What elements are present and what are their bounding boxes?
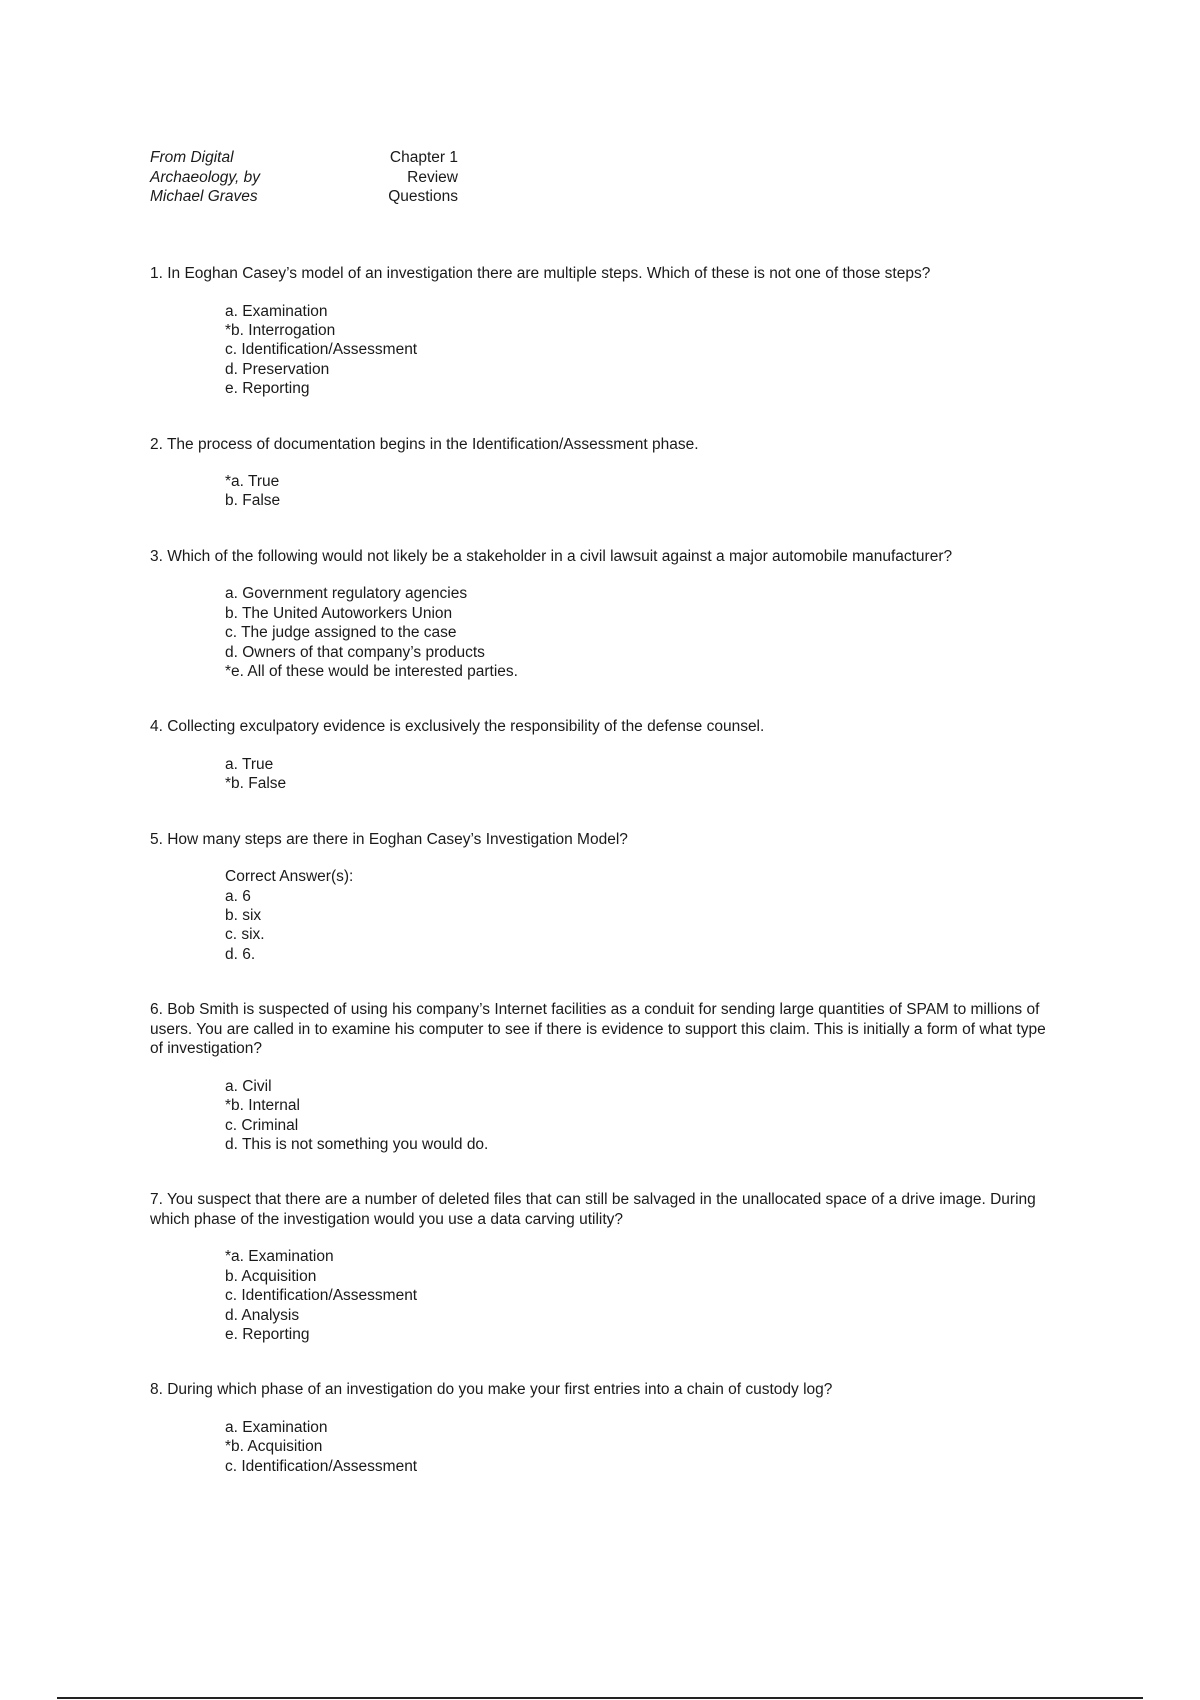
- answer-option: c. Identification/Assessment: [225, 341, 418, 359]
- question-text: 7. You suspect that there are a number of deleted files that can still be salvaged in the unallocated space of a drive image. During which phase of the investigation would you use a data carving utility?: [150, 1191, 1036, 1228]
- chapter-title: [340, 148, 458, 207]
- answer-option: *a. True: [225, 473, 280, 491]
- answer-option: a. Civil: [225, 1077, 272, 1095]
- answer-options: [225, 1247, 1060, 1344]
- answer-option: *b. Internal: [225, 1097, 300, 1115]
- question-text: 6. Bob Smith is suspected of using his company’s Internet facilities as a conduit for sending large quantities of SPAM to millions of users. You are called in to examine his computer to see if there is evidence to support this claim. This is initially a form of what type of investigation?: [150, 1001, 1046, 1058]
- question-text: 5. How many steps are there in Eoghan Casey’s Investigation Model?: [150, 830, 628, 848]
- question-3: [150, 547, 1060, 682]
- answer-option: b. Acquisition: [225, 1267, 317, 1285]
- answer-option: a. Examination: [225, 1418, 328, 1436]
- question-text: 1. In Eoghan Casey’s model of an investigation there are multiple steps. Which of these is not one of those steps?: [150, 265, 931, 282]
- answer-option: b. The United Autoworkers Union: [225, 604, 453, 622]
- answer-options: [225, 584, 1060, 681]
- chapter-line: Questions: [388, 188, 458, 205]
- answer-options: [225, 1077, 1060, 1155]
- answer-options: [225, 302, 1060, 399]
- answer-option: a. 6: [225, 887, 251, 905]
- answer-options: [225, 867, 1060, 964]
- answer-option: d. Analysis: [225, 1306, 300, 1324]
- answer-option: c. Identification/Assessment: [225, 1287, 418, 1305]
- question-text: 2. The process of documentation begins in the Identification/Assessment phase.: [150, 435, 699, 453]
- question-7: [150, 1190, 1060, 1344]
- answer-option: *b. Interrogation: [225, 321, 336, 339]
- footer-rule: [57, 1697, 1143, 1699]
- chapter-line: Chapter 1: [389, 149, 458, 166]
- answer-option: *b. Acquisition: [225, 1438, 323, 1456]
- answer-option: a. Examination: [225, 302, 328, 320]
- answer-option: d. Owners of that company’s products: [225, 643, 485, 661]
- question-6: [150, 1000, 1060, 1154]
- question-2: [150, 435, 1060, 511]
- answer-options: [225, 755, 1060, 794]
- answer-option: b. six: [225, 907, 262, 924]
- source-line: Archaeology, by: [150, 168, 260, 186]
- answer-option: *e. All of these would be interested parties.: [225, 662, 518, 680]
- question-text: 4. Collecting exculpatory evidence is exclusively the responsibility of the defense counsel.: [150, 718, 765, 736]
- answer-option: c. Identification/Assessment: [225, 1457, 418, 1475]
- answer-option: e. Reporting: [225, 380, 310, 398]
- answer-option: d. This is not something you would do.: [225, 1135, 489, 1153]
- answer-option: e. Reporting: [225, 1325, 310, 1343]
- answer-option: c. six.: [225, 926, 265, 944]
- chapter-line: Review: [407, 168, 458, 186]
- answer-options: [225, 472, 1060, 511]
- question-text: 8. During which phase of an investigation do you make your first entries into a chain of custody log?: [150, 1381, 833, 1399]
- answer-option: d. Preservation: [225, 360, 330, 378]
- question-1: [150, 264, 1060, 399]
- source-line: Michael Graves: [150, 188, 258, 205]
- answer-option: b. False: [225, 492, 281, 510]
- question-4: [150, 717, 1060, 793]
- answer-option: a. True: [225, 755, 274, 773]
- answer-option: a. Government regulatory agencies: [225, 585, 468, 603]
- answer-option: c. The judge assigned to the case: [225, 624, 457, 642]
- source-attribution: [150, 148, 310, 207]
- answer-option: c. Criminal: [225, 1116, 299, 1134]
- question-list: [150, 264, 1060, 1512]
- answer-options: [225, 1418, 1060, 1476]
- source-line: From Digital: [150, 149, 234, 166]
- question-5: [150, 830, 1060, 965]
- answer-option: *b. False: [225, 775, 287, 793]
- answer-option: *a. Examination: [225, 1248, 334, 1266]
- question-8: [150, 1380, 1060, 1476]
- answer-option: Correct Answer(s):: [225, 868, 354, 886]
- question-text: 3. Which of the following would not likely be a stakeholder in a civil lawsuit against a major automobile manufacturer?: [150, 547, 953, 565]
- answer-option: d. 6.: [225, 945, 256, 963]
